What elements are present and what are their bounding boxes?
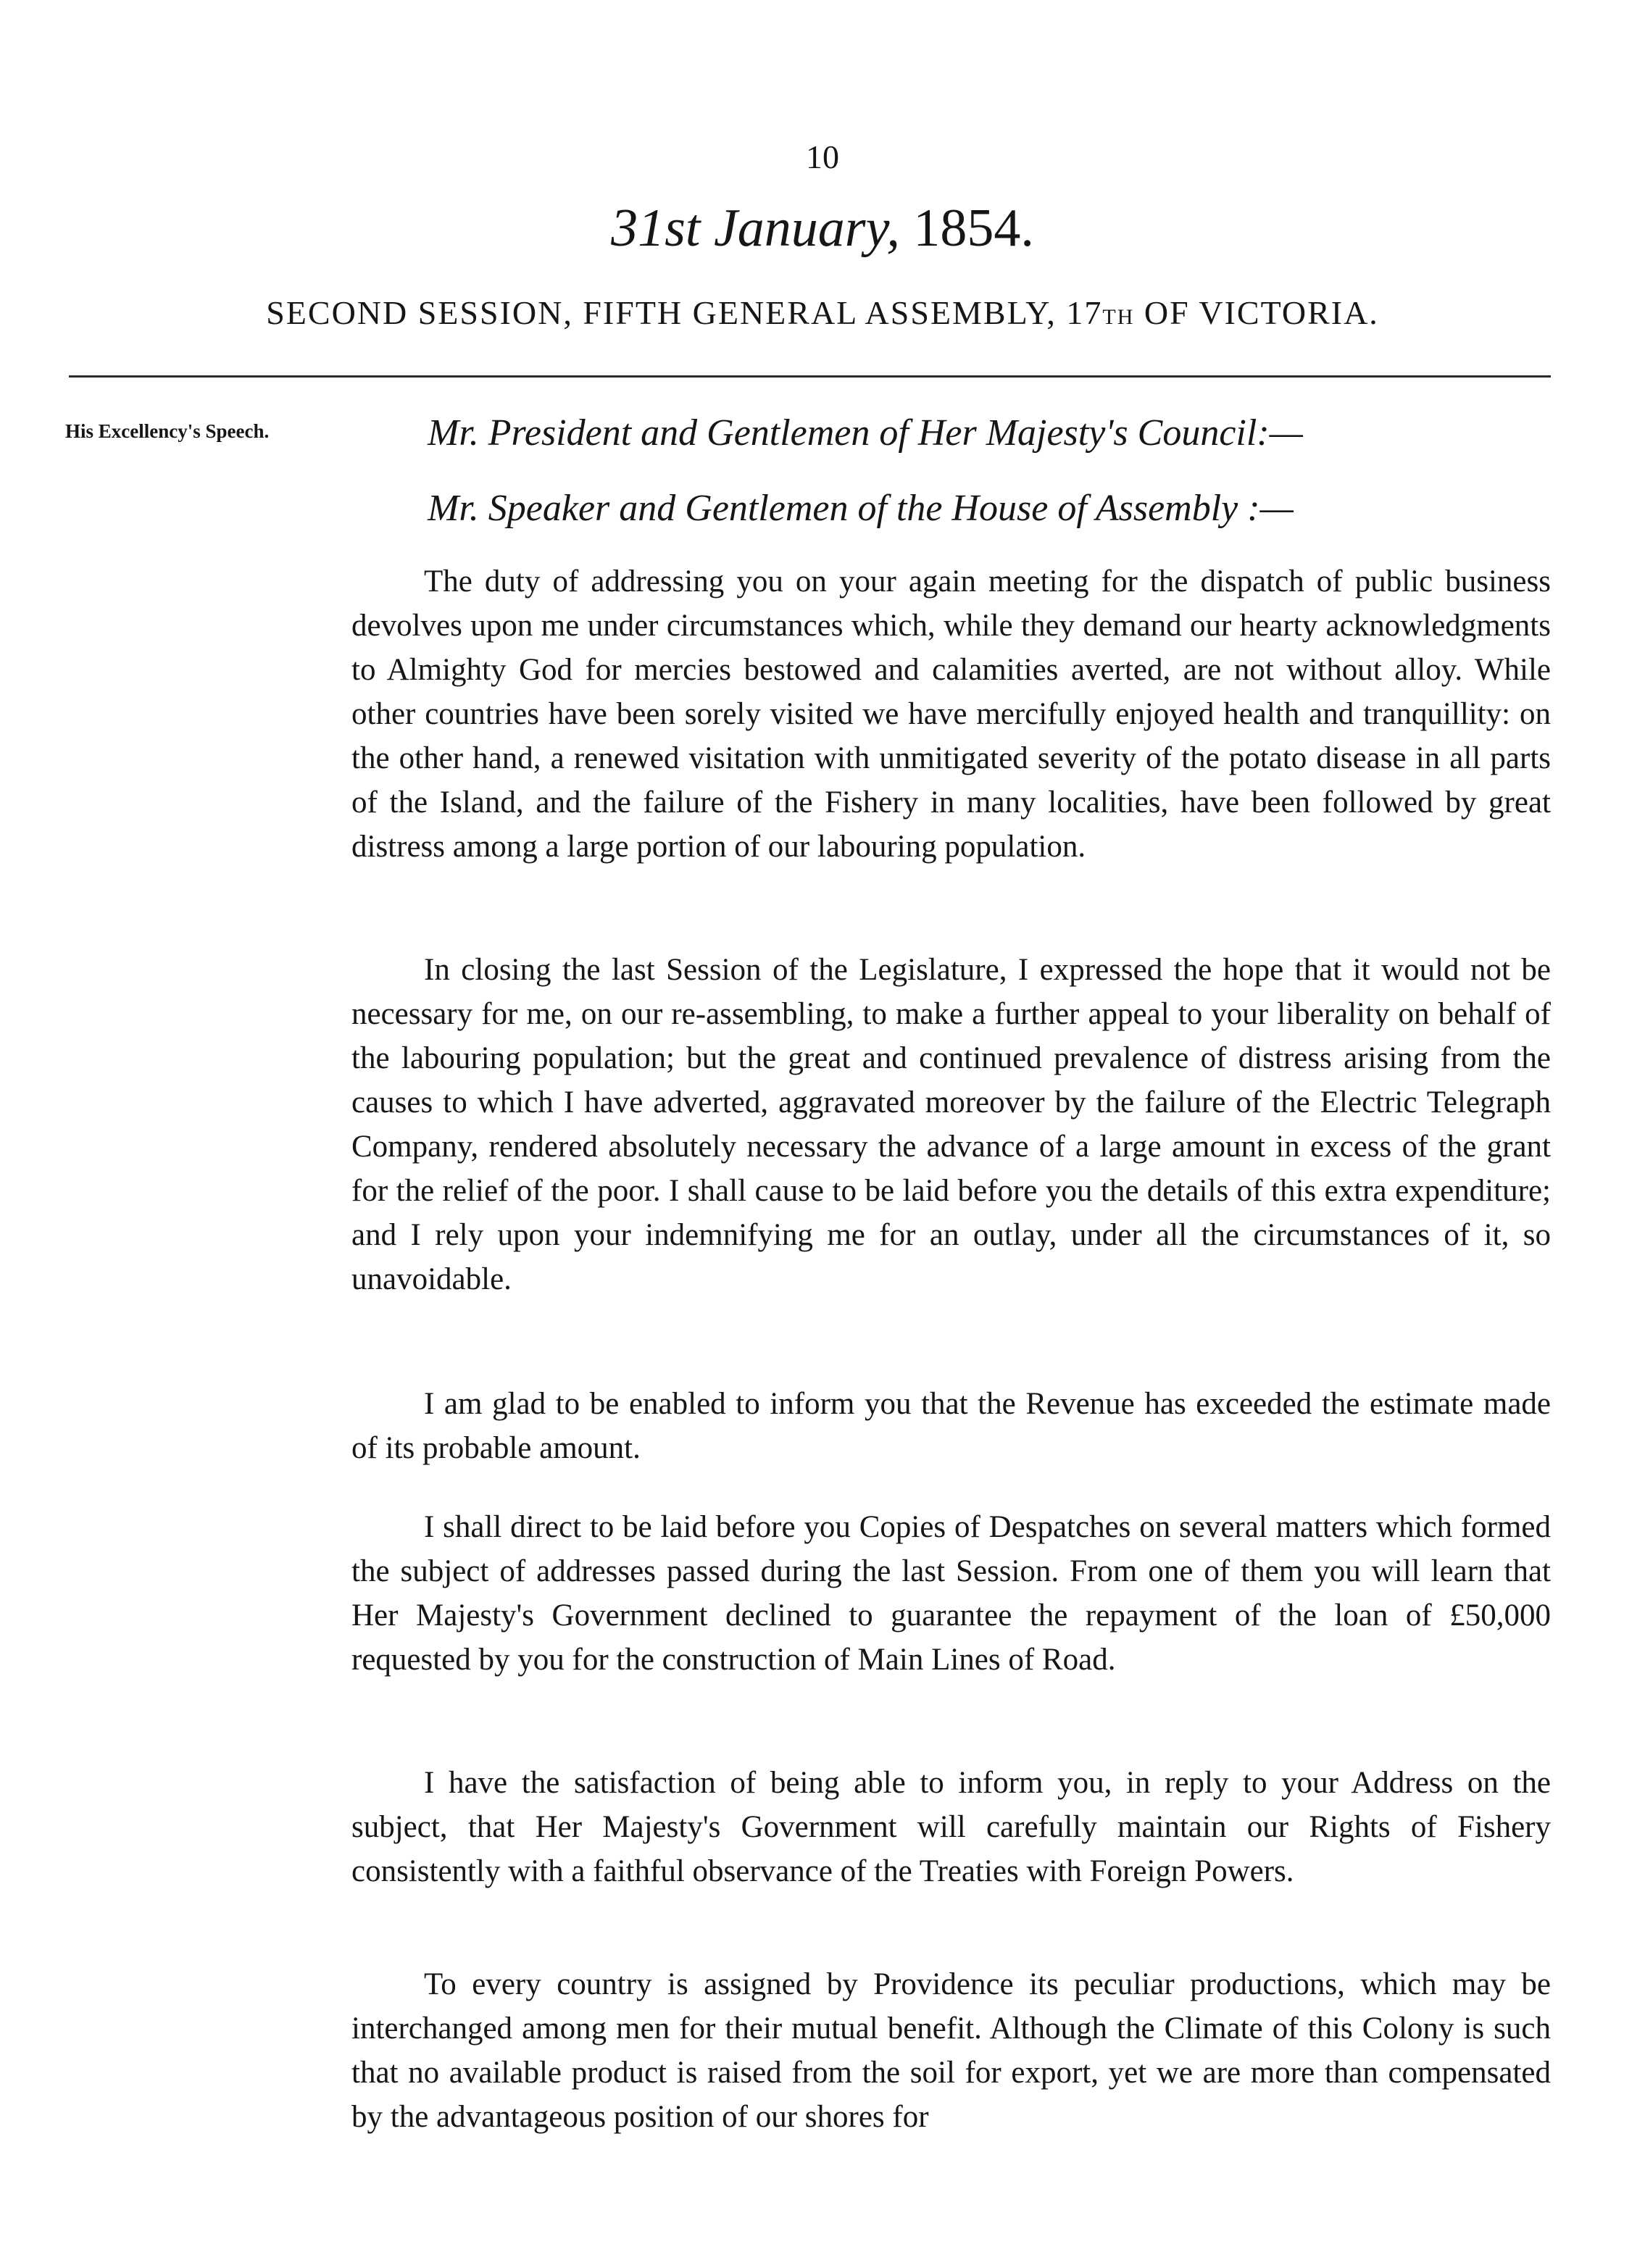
margin-note: His Excellency's Speech. <box>65 420 270 442</box>
date-heading <box>0 199 1645 258</box>
speech-paragraph: I am glad to be enabled to inform you that the Revenue has exceeded the estimate made of its probable amount. <box>351 1387 1551 1465</box>
session-main: SECOND SESSION, FIFTH GENERAL ASSEMBLY, 17 <box>266 294 1103 331</box>
salutation-council: Mr. President and Gentlemen of Her Majesty's Council:— <box>428 412 1303 454</box>
speech-paragraph: The duty of addressing you on your again meeting for the dispatch of public business devolves upon me under circumstances which, while they demand our hearty acknowledgments to Almighty God for mercies bestowed and calamities averted, are not without alloy. While other countries have been sorely visited we have mercifully enjoyed health and tranquillity: on the other hand, a renewed visitation with unmitigated severity of the potato disease in all parts of the Island, and the failure of the Fishery in many localities, have been followed by great distress among a large portion of our labouring population. <box>351 564 1551 864</box>
date-italic: 31st January, <box>611 199 900 258</box>
heading-divider <box>69 375 1551 378</box>
session-heading <box>0 293 1645 332</box>
session-tail: OF VICTORIA. <box>1134 294 1379 331</box>
page-number: 10 <box>806 138 839 175</box>
salutation-assembly: Mr. Speaker and Gentlemen of the House of Assembly :— <box>428 488 1294 529</box>
speech-paragraph: I shall direct to be laid before you Copies of Despatches on several matters which formed the subject of addresses passed during the last Session. From one of them you will learn that Her Majesty's Government declined to guarantee the repayment of the loan of £50,000 requested by you for the construction of Main Lines of Road. <box>351 1510 1551 1677</box>
speech-paragraph: I have the satisfaction of being able to inform you, in reply to your Address on the subject, that Her Majesty's Government will carefully maintain our Rights of Fishery consistently with a faithful observance of the Treaties with Foreign Powers. <box>351 1766 1551 1888</box>
session-ordinal-suffix: TH <box>1102 305 1135 329</box>
date-year: 1854. <box>899 199 1034 258</box>
speech-paragraph: To every country is assigned by Providence its peculiar productions, which may be interchanged among men for their mutual benefit. Although the Climate of this Colony is such that no available product is raised from the soil for export, yet we are more than compensated by the advantageous position of our shores for <box>351 1967 1551 2134</box>
speech-paragraph: In closing the last Session of the Legislature, I expressed the hope that it would not be necessary for me, on our re-assembling, to make a further appeal to your liberality on behalf of the labouring population; but the great and continued prevalence of distress arising from the causes to which I have adverted, aggravated moreover by the failure of the Electric Telegraph Company, rendered absolutely necessary the advance of a large amount in excess of the grant for the relief of the poor. I shall cause to be laid before you the details of this extra expenditure; and I rely upon your indemnifying me for an outlay, under all the circumstances of it, so unavoidable. <box>351 953 1551 1296</box>
